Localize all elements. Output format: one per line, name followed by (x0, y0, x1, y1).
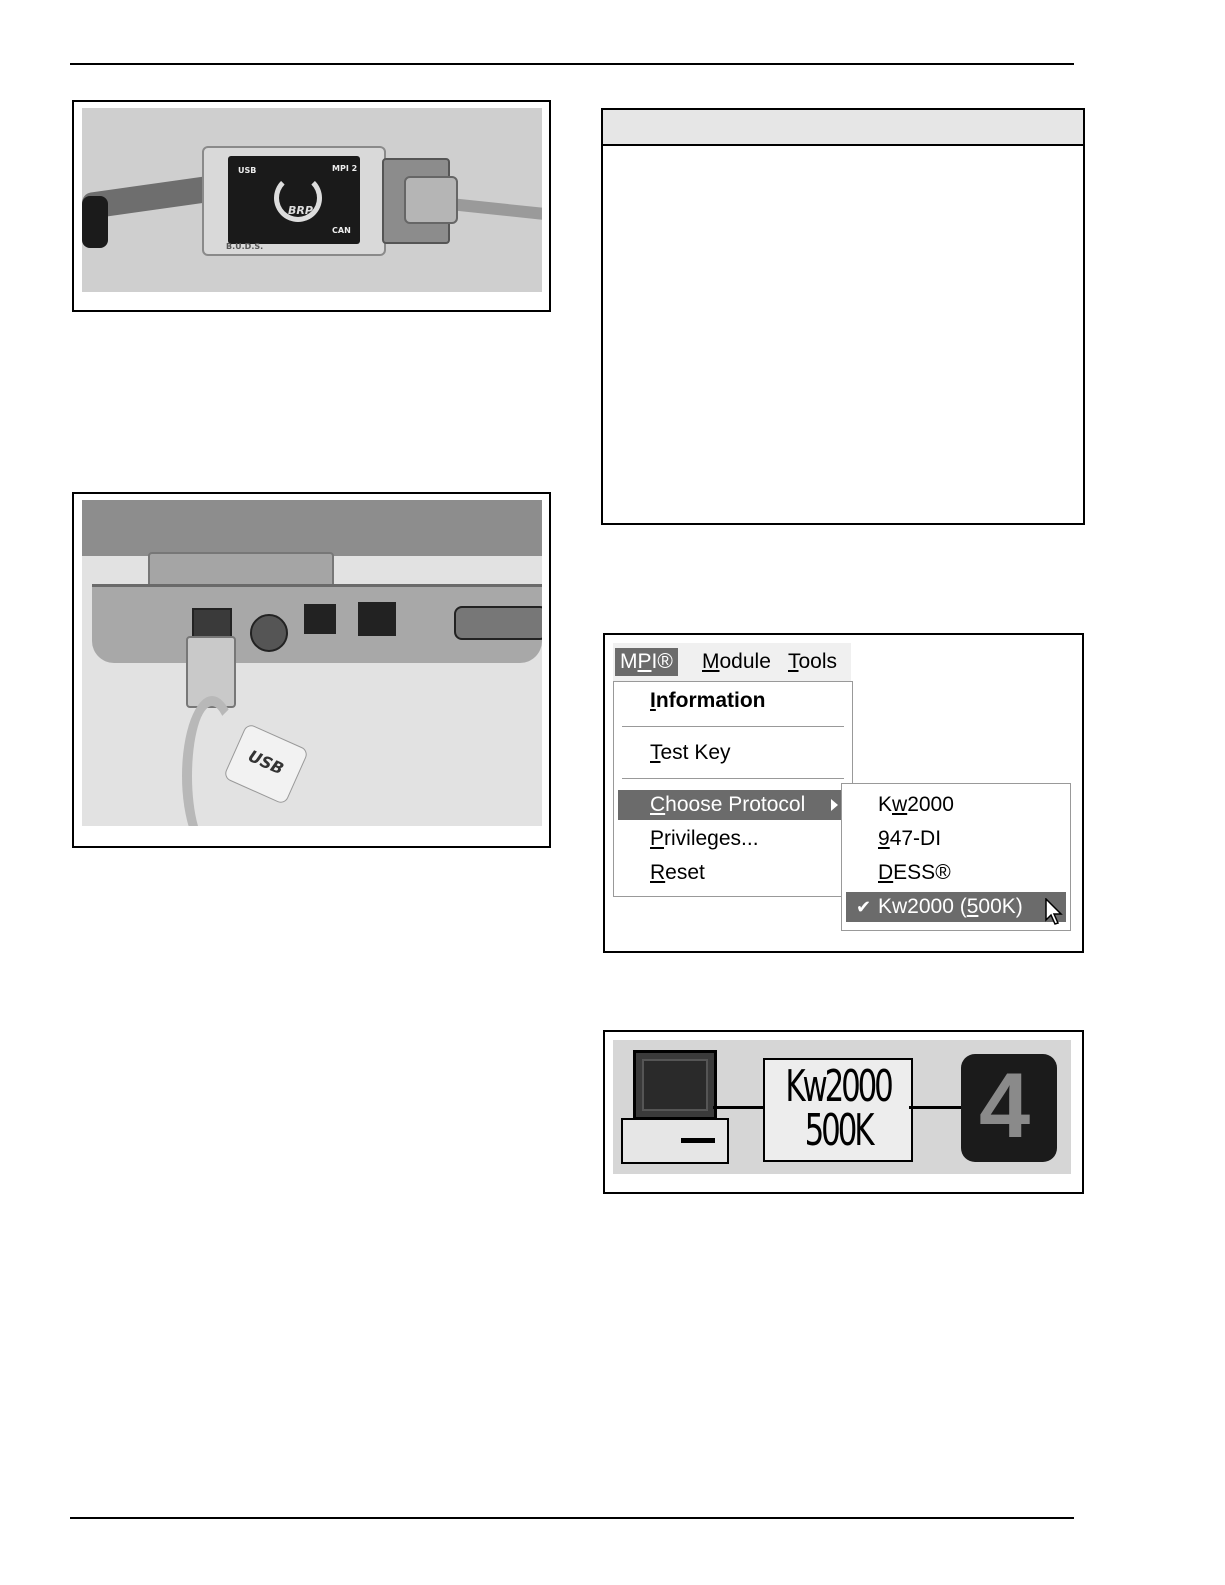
menu-separator (622, 726, 844, 727)
can-led-label: CAN (332, 226, 351, 235)
protocol-submenu (841, 783, 1071, 931)
laptop-hinge (148, 552, 334, 588)
mpi-dropdown-menu (613, 681, 853, 897)
ps2-port (250, 614, 288, 652)
protocol-speed: 500K (804, 1105, 872, 1156)
submenu-item-kw2000-500k[interactable]: ✔ Kw2000 (500K) (846, 892, 1066, 922)
interface-module-figure (72, 100, 551, 312)
menu-item-test-key[interactable]: Test Key (650, 741, 731, 764)
buds-label: B.U.D.S. (226, 242, 264, 251)
protocol-name: Kw2000 (785, 1061, 891, 1112)
menu-bar (613, 643, 851, 682)
menu-item-information[interactable]: Information (650, 689, 766, 712)
usb-led-label: USB (238, 166, 257, 175)
cable-ferrite (82, 196, 108, 248)
submenu-item-kw2000[interactable]: Kw2000 (878, 793, 954, 816)
menu-item-choose-protocol[interactable]: Choose Protocol (618, 790, 844, 820)
table-box (601, 108, 1085, 525)
submenu-item-dess[interactable]: DESS® (878, 861, 951, 884)
menu-separator (622, 778, 844, 779)
connection-line (909, 1106, 963, 1109)
pc-monitor-icon (633, 1050, 717, 1120)
header-rule (70, 63, 1074, 65)
db9-connector (382, 158, 450, 244)
mpi-label: MPI 2 (332, 164, 358, 173)
menu-item-reset[interactable]: Reset (650, 861, 705, 884)
interface-module (202, 146, 386, 256)
submenu-arrow-icon (831, 799, 838, 811)
diagnostic-cable (452, 198, 542, 221)
usb-tag-text: USB (245, 746, 287, 779)
mouse-cursor-icon (1044, 898, 1064, 926)
module-face (228, 156, 360, 244)
menu-item-privileges[interactable]: Privileges... (650, 827, 759, 850)
menu-mpi[interactable]: MPI® (615, 648, 678, 676)
connection-line (713, 1106, 763, 1109)
laptop-usb-photo (82, 500, 542, 826)
check-icon: ✔ (856, 897, 872, 917)
menu-screenshot-figure (603, 633, 1084, 953)
pc-base-icon (621, 1118, 729, 1164)
connection-status-bar (613, 1040, 1071, 1174)
parallel-port (454, 606, 542, 640)
laptop-lid-top (82, 500, 542, 556)
laptop-usb-figure (72, 492, 551, 848)
menu-module[interactable]: Module (702, 650, 771, 673)
protocol-indicator (763, 1058, 913, 1162)
table-header (603, 110, 1083, 146)
brand-label: BRP (288, 204, 313, 217)
menu-tools[interactable]: Tools (788, 650, 838, 673)
ecu-digit: 4 (979, 1055, 1031, 1157)
ecu-module-icon (961, 1054, 1057, 1162)
footer-rule (70, 1517, 1074, 1519)
submenu-item-947-di[interactable]: 947-DI (878, 827, 942, 850)
ethernet-port (358, 602, 396, 636)
modem-port (304, 604, 336, 634)
protocol-status-figure (603, 1030, 1084, 1194)
interface-module-photo (82, 108, 542, 292)
